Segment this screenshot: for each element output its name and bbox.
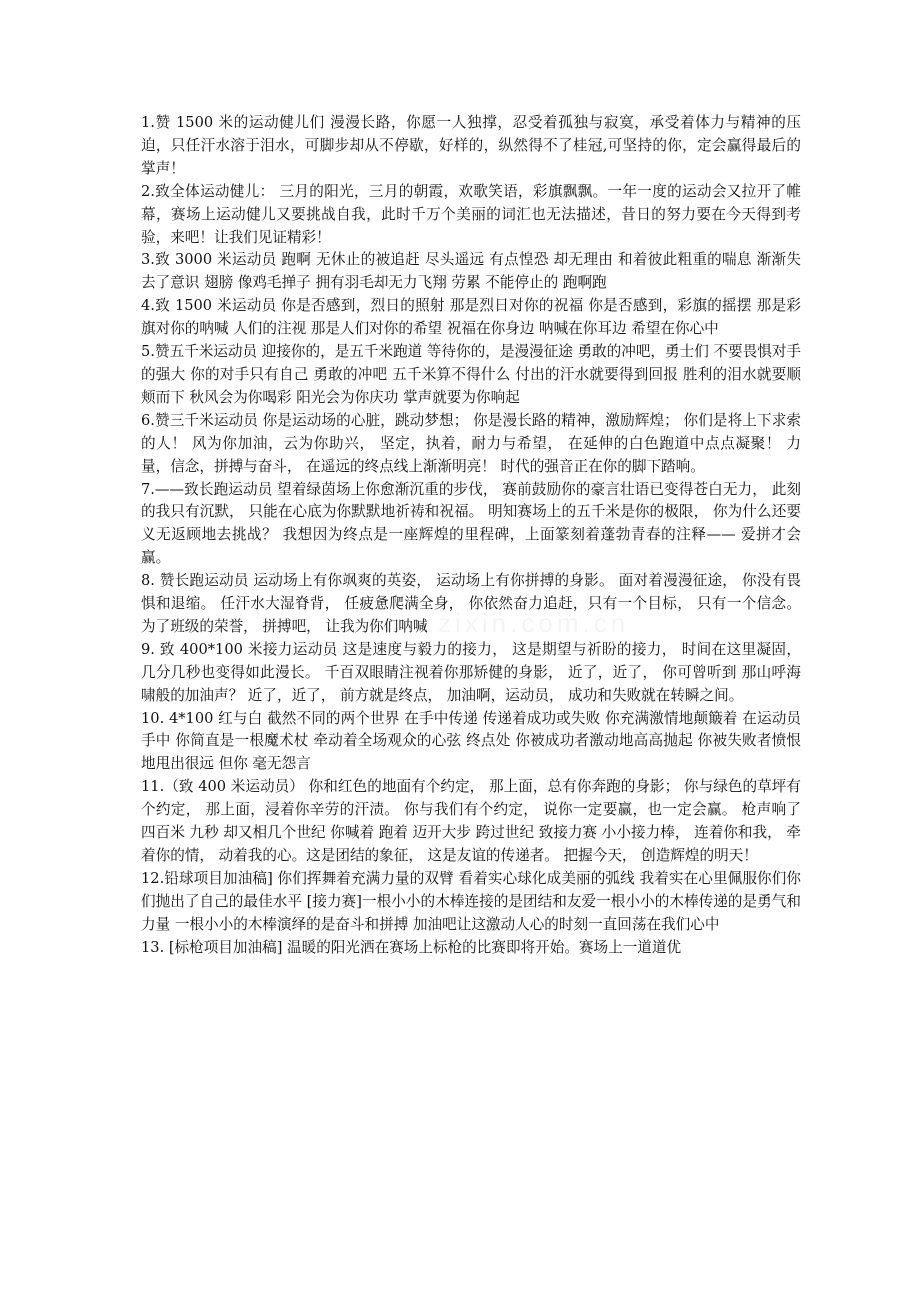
paragraph-3: 3.致 3000 米运动员 跑啊 无休止的被追赶 尽头遥远 有点惶恐 却无理由 和着彼此粗重的喘息 渐渐失去了意识 翅膀 像鸡毛掸子 拥有羽毛却无力飞翔 劳累 不能停止的 跑啊跑 — [141, 251, 801, 292]
paragraph-6: 6.赞三千米运动员 你是运动场的心脏，跳动梦想； 你是漫长路的精神，激励辉煌； 你们是将上下求索的人！ 风为你加油，云为你助兴， 坚定，执着，耐力与希望， 在延伸的白色跑道中点点凝聚！ 力量，信念，拼搏与奋斗， 在遥远的终点线上渐渐明亮！ 时代的强音正在你的脚下踏响。 — [141, 411, 801, 475]
paragraph-7: 7.——致长跑运动员 望着绿茵场上你愈渐沉重的步伐， 赛前鼓励你的豪言壮语已变得苍白无力， 此刻的我只有沉默， 只能在心底为你默默地祈祷和祝福。 明知赛场上的五千米是你的极限， 你为什么还要义无返顾地去挑战？ 我想因为终点是一座辉煌的里程碑，上面篆刻着蓬勃青春的注释—— 爱拼才会赢。 — [141, 480, 801, 567]
paragraph-11: 11.（致 400 米运动员） 你和红色的地面有个约定， 那上面，总有你奔跑的身影； 你与绿色的草坪有个约定， 那上面，浸着你辛劳的汗渍。 你与我们有个约定， 说你一定要赢，也一定会赢。 枪声响了 四百米 九秒 却又相几个世纪 你喊着 跑着 迈开大步 跨过世纪 致接力赛 小小接力棒， 连着你和我， 牵着你的情， 动着我的心。这是团结的象征， 这是友谊的传递者。 把握今天， 创造辉煌的明天！ — [141, 778, 801, 864]
paragraph-10: 10. 4*100 红与白 截然不同的两个世界 在手中传递 传递着成功或失败 你充满激情地颠簸着 在运动员手中 你简直是一根魔术杖 牵动着全场观众的心弦 终点处 你被成功者激动地高高抛起 你被失败者愤恨地甩出很远 但你 毫无怨言 — [141, 709, 801, 773]
paragraph-2: 2.致全体运动健儿： 三月的阳光，三月的朝霞，欢歌笑语，彩旗飘飘。一年一度的运动会又拉开了帷幕，赛场上运动健儿又要挑战自我，此时千万个美丽的词汇也无法描述，昔日的努力要在今天得到考验，来吧！让我们见证精彩！ — [141, 182, 801, 246]
paragraph-5: 5.赞五千米运动员 迎接你的，是五千米跑道 等待你的，是漫漫征途 勇敢的冲吧，勇士们 不要畏惧对手的强大 你的对手只有自己 勇敢的冲吧 五千米算不得什么 付出的汗水就要得到回报 胜利的泪水就要顺颊而下 秋风会为你喝彩 阳光会为你庆功 掌声就要为你响起 — [141, 343, 802, 406]
document-body — [141, 112, 801, 960]
paragraph-12: 12.铅球项目加油稿] 你们挥舞着充满力量的双臂 看着实心球化成美丽的弧线 我着实在心里佩服你们你们抛出了自己的最佳水平 [接力赛]一根小小的木棒连接的是团结和友爱一根小小的木棒传递的是勇气和力量 一根小小的木棒演绎的是奋斗和拼搏 加油吧让这激动人心的时刻一直回荡在我们心中 — [141, 869, 801, 933]
paragraph-8: 8. 赞长跑运动员 运动场上有你飒爽的英姿， 运动场上有你拼搏的身影。 面对着漫漫征途， 你没有畏惧和退缩。 任汗水大湿脊背， 任疲惫爬满全身， 你依然奋力追赶，只有一个目标， 只有一个信念。 为了班级的荣誉， 拼搏吧， 让我为你们呐喊 — [141, 572, 801, 635]
paragraph-4: 4.致 1500 米运动员 你是否感到，烈日的照射 那是烈日对你的祝福 你是否感到，彩旗的摇摆 那是彩旗对你的呐喊 人们的注视 那是人们对你的希望 祝福在你身边 呐喊在你耳边 希望在你心中 — [141, 297, 801, 338]
paragraph-1: 1.赞 1500 米的运动健儿们 漫漫长路，你愿一人独撑，忍受着孤独与寂寞，承受着体力与精神的压迫，只任汗水溶于泪水，可脚步却从不停歇，好样的，纵然得不了桂冠,可坚持的你，定会赢得最后的掌声！ — [141, 114, 801, 177]
watermark: www.zixin.com.cn — [360, 608, 630, 638]
paragraph-13: 13. [标枪项目加油稿] 温暖的阳光洒在赛场上标枪的比赛即将开始。赛场上一道道优 — [141, 938, 682, 956]
paragraph-9: 9. 致 400*100 米接力运动员 这是速度与毅力的接力， 这是期望与祈盼的接力， 时间在这里凝固， 几分几秒也变得如此漫长。 千百双眼睛注视着你那矫健的身影， 近了，近了， 你可曾听到 那山呼海啸般的加油声？ 近了，近了， 前方就是终点， 加油啊，运动员， 成功和失败就在转瞬之间。 — [141, 640, 801, 704]
